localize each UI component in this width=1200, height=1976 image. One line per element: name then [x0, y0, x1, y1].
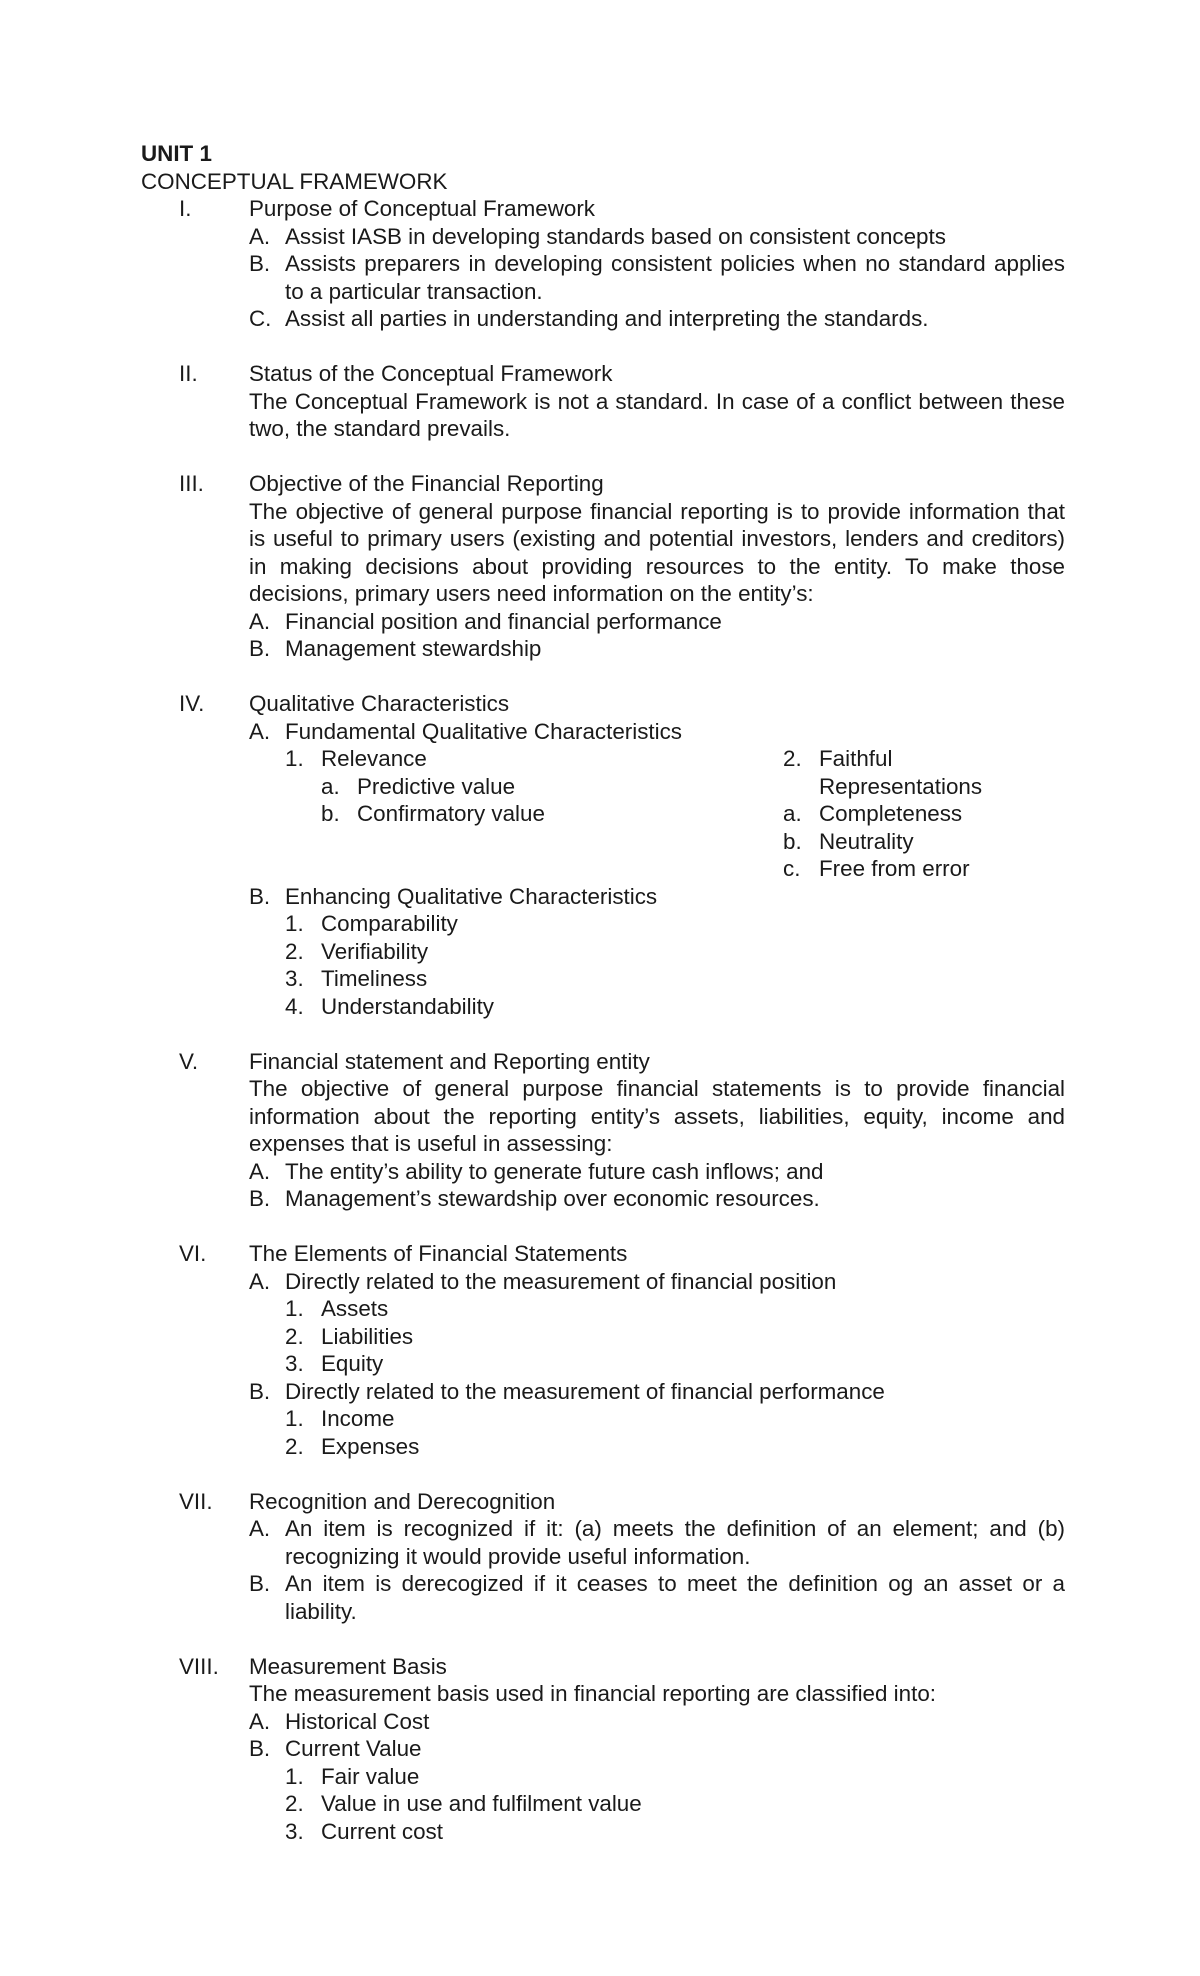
section-3 — [141, 470, 1065, 663]
list-text: Predictive value — [357, 773, 516, 799]
unit-label: UNIT 1 — [141, 141, 212, 166]
section-numeral: V. — [179, 1048, 199, 1074]
list-item — [249, 1708, 1065, 1736]
fundamental-characteristics-columns — [249, 745, 1065, 883]
section-heading: Financial statement and Reporting entity — [249, 1048, 650, 1074]
list-item — [249, 883, 1065, 911]
list-label: C. — [249, 306, 272, 331]
list-label: B. — [249, 1736, 271, 1761]
section-heading: Status of the Conceptual Framework — [249, 361, 613, 386]
list-item — [249, 305, 1065, 333]
list-label: 1. — [285, 746, 304, 771]
section-paragraph: The Conceptual Framework is not a standard. In case of a conflict between these two, the standard prevails. — [249, 388, 1065, 441]
list-label: 2. — [285, 1323, 304, 1349]
list-label: B. — [249, 1378, 271, 1404]
section-6 — [141, 1240, 1065, 1460]
list-label: A. — [249, 1268, 271, 1294]
list-label: a. — [783, 801, 802, 826]
list-label: 2. — [285, 938, 304, 964]
list-label: 1. — [285, 1763, 304, 1789]
list-text: The entity’s ability to generate future cash inflows; and — [285, 1158, 824, 1184]
document-title: CONCEPTUAL FRAMEWORK — [141, 168, 448, 194]
list-text: Verifiability — [321, 938, 429, 964]
list-label: A. — [249, 223, 271, 249]
list-item — [249, 1763, 1065, 1791]
list-text: Assets — [321, 1296, 389, 1321]
list-item — [249, 745, 783, 773]
list-label: A. — [249, 718, 271, 744]
list-label: 2. — [285, 1433, 304, 1459]
section-heading: The Elements of Financial Statements — [249, 1241, 628, 1266]
list-item — [249, 993, 1065, 1021]
list-text: Comparability — [321, 911, 458, 936]
list-text: Free from error — [819, 856, 970, 881]
faithful-column — [783, 745, 1023, 883]
list-label: 2. — [783, 746, 802, 771]
list-text: Management’s stewardship over economic resources. — [285, 1186, 820, 1211]
section-7 — [141, 1488, 1065, 1626]
list-item — [783, 855, 1023, 883]
list-text: Assist all parties in understanding and interpreting the standards. — [285, 306, 929, 331]
list-text: Fundamental Qualitative Characteristics — [285, 718, 682, 744]
list-text: Financial position and financial performance — [285, 608, 722, 634]
section-5 — [141, 1048, 1065, 1213]
section-heading: Recognition and Derecognition — [249, 1488, 556, 1514]
list-text: Assist IASB in developing standards based on consistent concepts — [285, 223, 946, 249]
list-item — [249, 1433, 1065, 1461]
list-item — [783, 745, 1023, 800]
list-item — [783, 828, 1023, 856]
list-item — [249, 773, 783, 801]
list-label: 3. — [285, 966, 304, 991]
list-label: c. — [783, 856, 801, 881]
list-text: Income — [321, 1406, 395, 1431]
relevance-column — [249, 745, 783, 883]
section-numeral: II. — [179, 361, 198, 386]
list-text: An item is derecogized if it ceases to meet the definition og an asset or a liability. — [285, 1571, 1065, 1624]
list-label: B. — [249, 1186, 271, 1211]
list-item — [249, 635, 1065, 663]
list-label: 4. — [285, 993, 304, 1019]
list-text: Fair value — [321, 1763, 420, 1789]
section-numeral: IV. — [179, 691, 205, 716]
list-text: Relevance — [321, 746, 427, 771]
list-text: Confirmatory value — [357, 801, 545, 826]
list-item — [249, 1158, 1065, 1186]
list-label: B. — [249, 636, 271, 661]
section-heading: Measurement Basis — [249, 1653, 447, 1679]
list-label: B. — [249, 1571, 271, 1596]
section-numeral: VIII. — [179, 1653, 219, 1679]
list-label: 3. — [285, 1351, 304, 1376]
list-text: Faithful — [819, 746, 893, 771]
list-label: B. — [249, 883, 271, 909]
list-item — [249, 910, 1065, 938]
section-paragraph: The objective of general purpose financial reporting is to provide information that is useful to primary users (existing and potential investors, lenders and creditors) in making decisions about providing resources to the entity. To make those decisions, primary users need information on the entity’s: — [249, 498, 1065, 606]
section-paragraph: The objective of general purpose financial statements is to provide financial information about the reporting entity’s assets, liabilities, equity, income and expenses that is useful in assessing: — [249, 1076, 1065, 1156]
list-text: Assists preparers in developing consistent policies when no standard applies to a particular transaction. — [285, 251, 1065, 304]
section-numeral: I. — [179, 196, 192, 221]
list-text: Current cost — [321, 1818, 443, 1844]
section-8 — [141, 1653, 1065, 1846]
list-item — [249, 250, 1065, 305]
list-text: Understandability — [321, 993, 495, 1019]
section-2 — [141, 360, 1065, 443]
list-text: Completeness — [819, 801, 963, 826]
section-1 — [141, 195, 1065, 333]
list-label: b. — [321, 801, 340, 826]
list-text: Management stewardship — [285, 636, 542, 661]
section-4 — [141, 690, 1065, 1020]
list-label: A. — [249, 1516, 271, 1541]
list-label: 1. — [285, 1406, 304, 1431]
section-numeral: III. — [179, 471, 204, 496]
list-item — [249, 1405, 1065, 1433]
list-item — [249, 1790, 1065, 1818]
list-text: Enhancing Qualitative Characteristics — [285, 883, 658, 909]
list-item — [783, 800, 1023, 828]
list-label: a. — [321, 773, 340, 799]
list-text: Directly related to the measurement of financial performance — [285, 1378, 885, 1404]
list-label: A. — [249, 608, 271, 634]
list-item — [249, 1323, 1065, 1351]
list-item — [249, 608, 1065, 636]
list-item — [249, 965, 1065, 993]
document-body — [141, 140, 1065, 1845]
list-item — [249, 1185, 1065, 1213]
section-heading: Qualitative Characteristics — [249, 691, 510, 716]
list-text: Value in use and fulfilment value — [321, 1791, 642, 1816]
list-item — [249, 1378, 1065, 1406]
list-text: Neutrality — [819, 828, 914, 854]
list-label: A. — [249, 1708, 271, 1734]
list-label: b. — [783, 828, 802, 854]
list-label: B. — [249, 251, 271, 276]
list-item — [249, 223, 1065, 251]
list-item — [249, 1735, 1065, 1763]
section-numeral: VI. — [179, 1241, 207, 1266]
list-text: Expenses — [321, 1433, 420, 1459]
list-label: 1. — [285, 1296, 304, 1321]
list-item — [249, 1268, 1065, 1296]
list-text: Historical Cost — [285, 1708, 430, 1734]
section-heading: Purpose of Conceptual Framework — [249, 196, 595, 221]
list-label: 3. — [285, 1818, 304, 1844]
list-text: Equity — [321, 1351, 384, 1376]
list-item — [249, 1818, 1065, 1846]
list-label: 2. — [285, 1791, 304, 1816]
list-item — [249, 1350, 1065, 1378]
list-text: Timeliness — [321, 966, 428, 991]
section-heading: Objective of the Financial Reporting — [249, 471, 604, 496]
list-text: An item is recognized if it: (a) meets the definition of an element; and (b) recognizing it would provide useful information. — [285, 1516, 1065, 1569]
list-label: A. — [249, 1158, 271, 1184]
list-item — [249, 718, 1065, 746]
list-text: Liabilities — [321, 1323, 414, 1349]
section-paragraph: The measurement basis used in financial reporting are classified into: — [249, 1681, 937, 1706]
list-text: Directly related to the measurement of financial position — [285, 1268, 837, 1294]
list-text: Current Value — [285, 1736, 422, 1761]
list-text: Representations — [819, 773, 983, 799]
list-label: 1. — [285, 911, 304, 936]
list-item — [249, 938, 1065, 966]
list-item — [249, 800, 783, 828]
list-item — [249, 1295, 1065, 1323]
list-item — [249, 1570, 1065, 1625]
list-item — [249, 1515, 1065, 1570]
section-numeral: VII. — [179, 1488, 213, 1514]
